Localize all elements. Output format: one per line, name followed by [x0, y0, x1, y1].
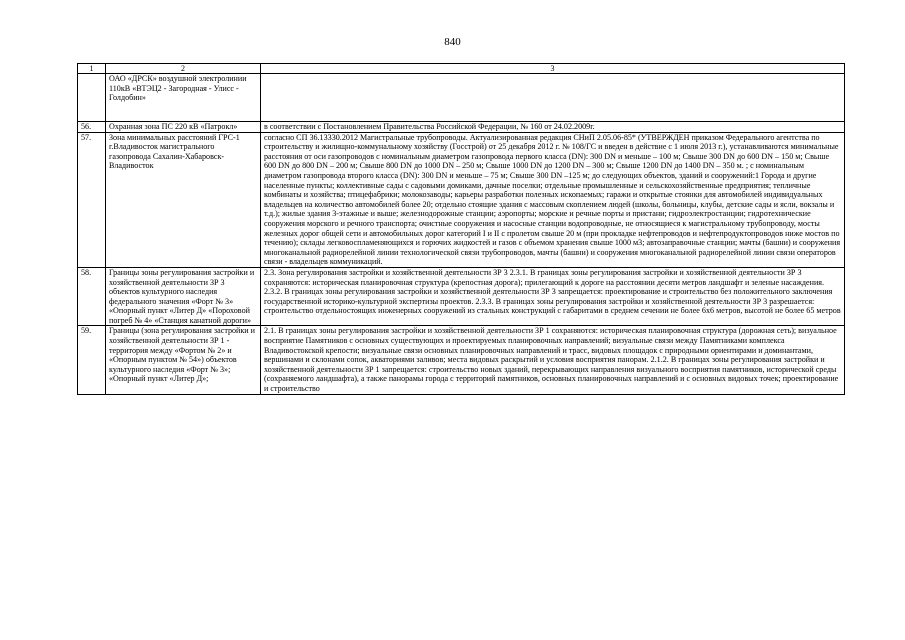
row-zone-name: Охранная зона ПС 220 кВ «Патрокл» — [106, 122, 261, 133]
header-cell-name: 2 — [106, 64, 261, 74]
row-number — [78, 74, 106, 122]
row-description: согласно СП 36.13330.2012 Магистральные трубопроводы. Актуализированная редакция СНиП 2.05.06-85* (УТВЕРЖДЕН приказом Федерального агентства по строительству и жилищно-коммунальному хозяйству (Госстрой) от 25 декабря 2012 г. № 108/ГС и введен в действие с 1 июля 2013 г.), устанавливаются минимальные расстояния от оси газопроводов с номинальным диаметром газопровода первого класса (DN): 300 DN и меньше – 100 м; Свыше 300 DN до 600 DN – 150 м; Свыше 600 DN до 800 DN – 200 м; Свыше 800 DN до 1000 DN – 250 м; Свыше 1000 DN до 1200 DN – 300 м; Свыше 1200 DN до 1400 DN – 350 м. ; с номинальным диаметром газопровода второго класса (DN): 300 DN и меньше – 75 м; Свыше 300 DN –125 м; до следующих объектов, зданий и сооружений:1 Города и другие населенные пункты; коллективные сады с садовыми домиками, дачные поселки; отдельные промышленные и сельскохозяйственные предприятия; тепличные комбинаты и хозяйства; птицефабрики; молокозаводы; карьеры разработки полезных ископаемых; гаражи и открытые стоянки для автомобилей индивидуальных владельцев на количество автомобилей более 20; отдельно стоящие здания с массовым скоплением людей (школы, больницы, клубы, детские сады и ясли, вокзалы и т.д.); жилые здания 3-этажные и выше; железнодорожные станции; аэропорты; морские и речные порты и пристани; гидроэлектростанции; гидротехнические сооружения морского и речного транспорта; очистные сооружения и насосные станции водопроводные, не относящиеся к магистральному трубопроводу, мосты железных дорог общей сети и автомобильных дорог категорий I и II с пролетом свыше 20 м (при прокладке нефтепроводов и нефтепродуктопроводов ниже мостов по течению); склады легковоспламеняющихся и горючих жидкостей и газов с объемом хранения свыше 1000 м3; автозаправочные станции; мачты (башни) и сооружения многоканальной радиорелейной линии технологической связи трубопроводов, мачты (башни) и сооружения многоканальной радиорелейной линии связи операторов связи - владельцев коммуникаций. — [261, 132, 845, 267]
row-number: 56. — [78, 122, 106, 133]
row-number: 59. — [78, 326, 106, 394]
regulation-table — [77, 63, 845, 395]
row-zone-name: Границы (зона регулирования застройки и хозяйственной деятельности ЗР 1 - территория между «Фортом № 2» и «Опорным пунктом № 54») объектов культурного наследия «Форт № 3»; «Опорный пункт «Литер Д»; — [106, 326, 261, 394]
row-zone-name: Зона минимальных расстояний ГРС-1 г.Владивосток магистрального газопровода Сахалин-Хабаровск-Владивосток — [106, 132, 261, 267]
row-zone-name: Границы зоны регулирования застройки и хозяйственной деятельности ЗР 3 объектов культурного наследия федерального значения «Форт № 3» «Опорный пункт «Литер Д» «Пороховой погреб № 4» «Станция канатной дороги» — [106, 267, 261, 326]
row-description — [261, 74, 845, 122]
table-header-row — [78, 64, 845, 74]
page-number: 840 — [444, 36, 461, 48]
header-cell-description: 3 — [261, 64, 845, 74]
row-number: 57. — [78, 132, 106, 267]
table-row — [78, 74, 845, 122]
header-cell-number: 1 — [78, 64, 106, 74]
row-description: 2.3. Зона регулирования застройки и хозяйственной деятельности ЗР 3 2.3.1. В границах зоны регулирования застройки и хозяйственной деятельности ЗР 3 сохраняются: историческая планировочная структура (крепостная дорога); прилегающий к дороге на расстоянии десяти метров ландшафт и зеленые насаждения. 2.3.2. В границах зоны регулирования застройки и хозяйственной деятельности ЗР 3 запрещается: проектирование и строительство без положительного заключения государственной историко-культурной экспертизы проектов. 2.3.3. В границах зоны регулирования застройки и хозяйственной деятельности ЗР 3 разрешается: строительство отдельностоящих инженерных сооружений из стальных конструкций с габаритами в среднем сечении не более 6х6 метров, высотой не более 65 метров — [261, 267, 845, 326]
row-zone-name: ОАО «ДРСК» воздушной электролинии 110кВ «ВТЭЦ2 - Загородная - Улисс - Голдобин» — [106, 74, 261, 122]
table-row — [78, 326, 845, 394]
table-row — [78, 132, 845, 267]
row-number: 58. — [78, 267, 106, 326]
table-row — [78, 122, 845, 133]
row-description: 2.1. В границах зоны регулирования застройки и хозяйственной деятельности ЗР 1 сохраняются: историческая планировочная структура (дорожная сеть); визуальное восприятие Памятников с основных существующих и проектируемых планировочных направлений; визуальные связи между Памятниками комплекса Владивостокской крепости; визуальные связи основных планировочных направлений и трасс, видовых площадок с природными ориентирами и доминантами, вершинами и склонами сопок, акваториями заливов; места видовых раскрытий и условия восприятия панорам. 2.1.2. В границах зоны регулирования застройки и хозяйственной деятельности ЗР 1 запрещается: строительство новых зданий, перекрывающих направления визуального восприятия памятников, исторической среды (сохраняемого ландшафта), а также панорамы города с территорий памятников, основных планировочных направлений и с основных видовых точек; проектирование и строительство — [261, 326, 845, 394]
table-row — [78, 267, 845, 326]
row-description: в соответствии с Постановлением Правительства Российской Федерации, № 160 от 24.02.2009г. — [261, 122, 845, 133]
